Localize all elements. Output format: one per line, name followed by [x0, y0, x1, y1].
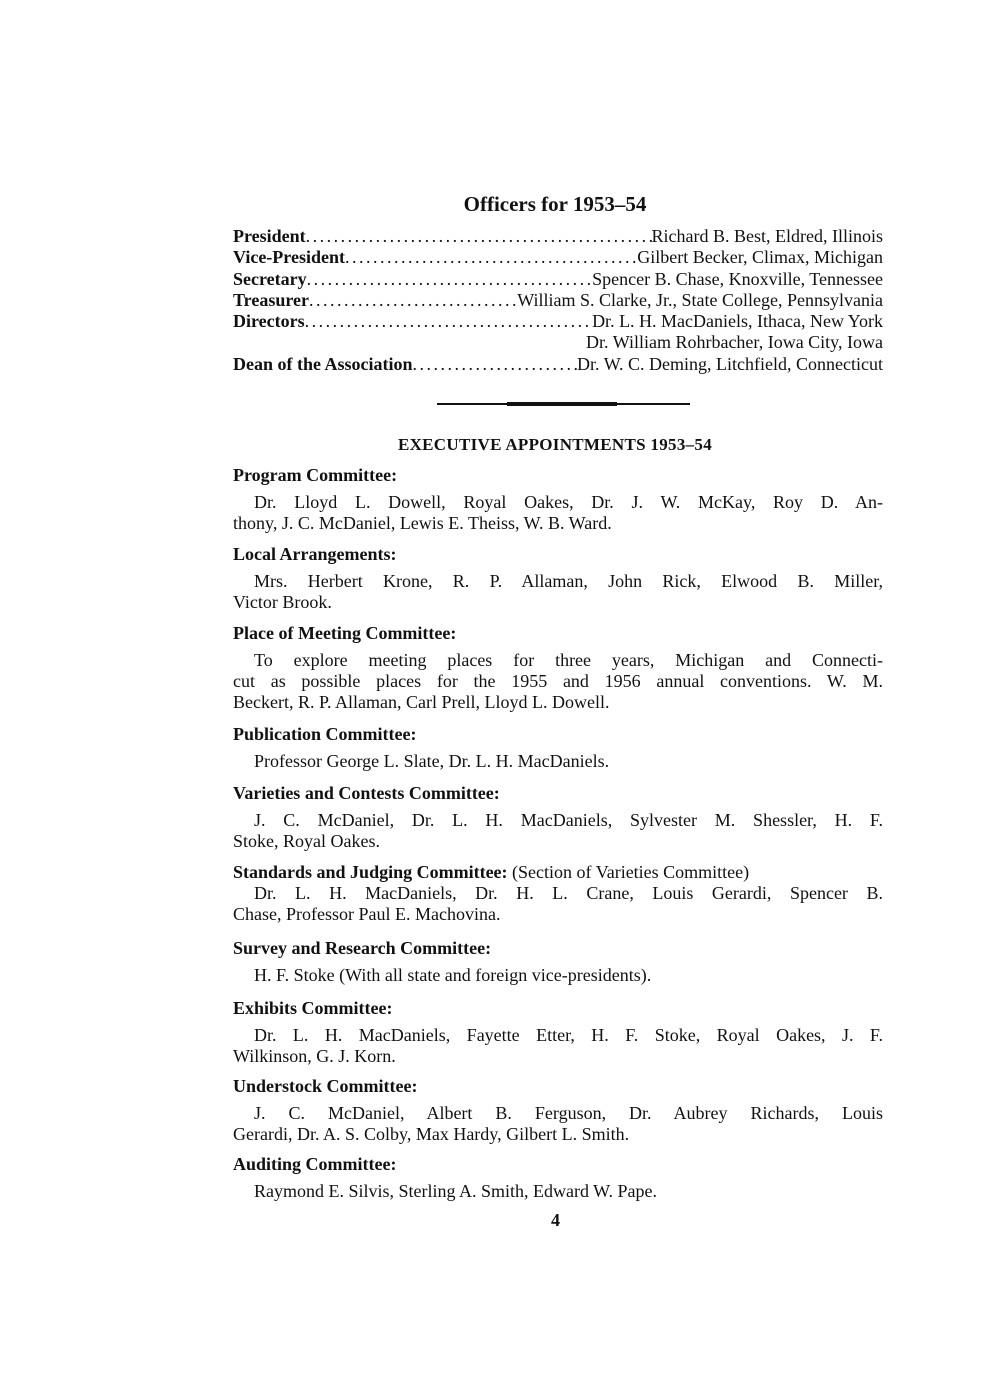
officer-name: Dr. W. C. Deming, Litchfield, Connecticut — [577, 353, 883, 374]
officer-role: President — [233, 226, 306, 246]
committee-name: Place of Meeting Committee: — [233, 623, 457, 643]
officer-name: Spencer B. Chase, Knoxville, Tennessee — [592, 268, 883, 289]
dot-leader — [345, 247, 637, 268]
committee-heading — [233, 862, 883, 883]
committee-members-line: Stoke, Royal Oakes. — [233, 831, 380, 852]
officers-list — [233, 226, 883, 375]
committee-members-line: cut as possible places for the 1955 and 1956 annual conventions. W. M. — [233, 671, 883, 692]
officer-name: Dr. William Rohrbacher, Iowa City, Iowa — [586, 332, 883, 353]
committee-section — [233, 544, 883, 613]
committee-members-line: Beckert, R. P. Allaman, Carl Prell, Lloyd L. Dowell. — [233, 692, 610, 713]
officer-row — [233, 354, 883, 375]
committee-name: Understock Committee: — [233, 1076, 418, 1096]
committee-heading — [233, 623, 883, 644]
officer-name: Gilbert Becker, Climax, Michigan — [637, 247, 883, 268]
dot-leader — [413, 354, 578, 375]
committee-section — [233, 783, 883, 852]
committee-members-line: Gerardi, Dr. A. S. Colby, Max Hardy, Gilbert L. Smith. — [233, 1124, 630, 1145]
dot-leader — [306, 226, 652, 247]
section-divider — [437, 403, 690, 405]
committee-section — [233, 1076, 883, 1145]
committee-section — [233, 862, 883, 925]
committee-name: Varieties and Contests Committee: — [233, 783, 500, 803]
committee-members-line: Dr. L. H. MacDaniels, Dr. H. L. Crane, Louis Gerardi, Spencer B. — [254, 883, 883, 903]
committee-members-line: Chase, Professor Paul E. Machovina. — [233, 904, 501, 925]
officer-role: Dean of the Association — [233, 353, 413, 374]
dot-leader — [307, 269, 593, 290]
committee-members-line: Wilkinson, G. J. Korn. — [233, 1046, 396, 1067]
committee-section — [233, 465, 883, 534]
officer-role: Secretary — [233, 268, 307, 289]
officer-row — [233, 311, 883, 332]
committee-heading — [233, 998, 883, 1019]
executive-appointments-title: EXECUTIVE APPOINTMENTS 1953–54 — [397, 435, 713, 454]
committee-section — [233, 938, 883, 986]
officer-row — [233, 269, 883, 290]
committee-name: Local Arrangements: — [233, 544, 397, 564]
dot-leader — [309, 290, 517, 311]
committee-members-line: thony, J. C. McDaniel, Lewis E. Theiss, W. B. Ward. — [233, 513, 612, 534]
committee-members-line: To explore meeting places for three years, Michigan and Connecti- — [254, 650, 883, 670]
dot-leader — [305, 311, 592, 332]
committee-name: Program Committee: — [233, 465, 398, 485]
officer-role: Treasurer — [233, 289, 309, 310]
officer-row — [233, 226, 883, 247]
officer-role: Vice-President — [233, 247, 345, 268]
committee-name: Auditing Committee: — [233, 1154, 397, 1174]
committee-heading — [233, 465, 883, 486]
committee-name: Survey and Research Committee: — [233, 938, 492, 958]
committee-heading — [233, 544, 883, 565]
committee-name: Standards and Judging Committee: — [233, 862, 508, 882]
committee-section — [233, 623, 883, 714]
committee-note: (Section of Varieties Committee) — [507, 862, 750, 882]
officer-row-continuation — [233, 332, 883, 353]
committee-heading — [233, 1076, 883, 1097]
committee-name: Exhibits Committee: — [233, 998, 393, 1018]
committee-members-line: H. F. Stoke (With all state and foreign vice-presidents). — [254, 965, 652, 985]
officer-name: William S. Clarke, Jr., State College, Pennsylvania — [517, 289, 883, 310]
page-number: 4 — [551, 1210, 560, 1230]
officer-role: Directors — [233, 311, 305, 332]
committee-members-line: Dr. L. H. MacDaniels, Fayette Etter, H. F. Stoke, Royal Oakes, J. F. — [254, 1025, 883, 1045]
committee-members-line: Victor Brook. — [233, 592, 332, 613]
committee-members-line: J. C. McDaniel, Dr. L. H. MacDaniels, Sylvester M. Shessler, H. F. — [254, 810, 883, 830]
committee-heading — [233, 1154, 883, 1175]
officer-name: Richard B. Best, Eldred, Illinois — [651, 226, 883, 246]
officers-title: Officers for 1953–54 — [463, 192, 647, 216]
committee-name: Publication Committee: — [233, 724, 417, 744]
officer-row — [233, 290, 883, 311]
committee-members-line: Mrs. Herbert Krone, R. P. Allaman, John Rick, Elwood B. Miller, — [254, 571, 883, 591]
committee-members-line: Dr. Lloyd L. Dowell, Royal Oakes, Dr. J. W. McKay, Roy D. An- — [254, 492, 883, 512]
officer-row — [233, 247, 883, 268]
committee-heading — [233, 724, 883, 745]
committee-heading — [233, 938, 883, 959]
committee-section — [233, 724, 883, 772]
committee-section — [233, 1154, 883, 1202]
committee-members-line: Raymond E. Silvis, Sterling A. Smith, Edward W. Pape. — [254, 1181, 658, 1201]
officer-name: Dr. L. H. MacDaniels, Ithaca, New York — [592, 311, 883, 332]
committee-members-line: Professor George L. Slate, Dr. L. H. MacDaniels. — [254, 751, 610, 771]
committee-heading — [233, 783, 883, 804]
committee-section — [233, 998, 883, 1067]
committee-members-line: J. C. McDaniel, Albert B. Ferguson, Dr. Aubrey Richards, Louis — [254, 1103, 883, 1123]
